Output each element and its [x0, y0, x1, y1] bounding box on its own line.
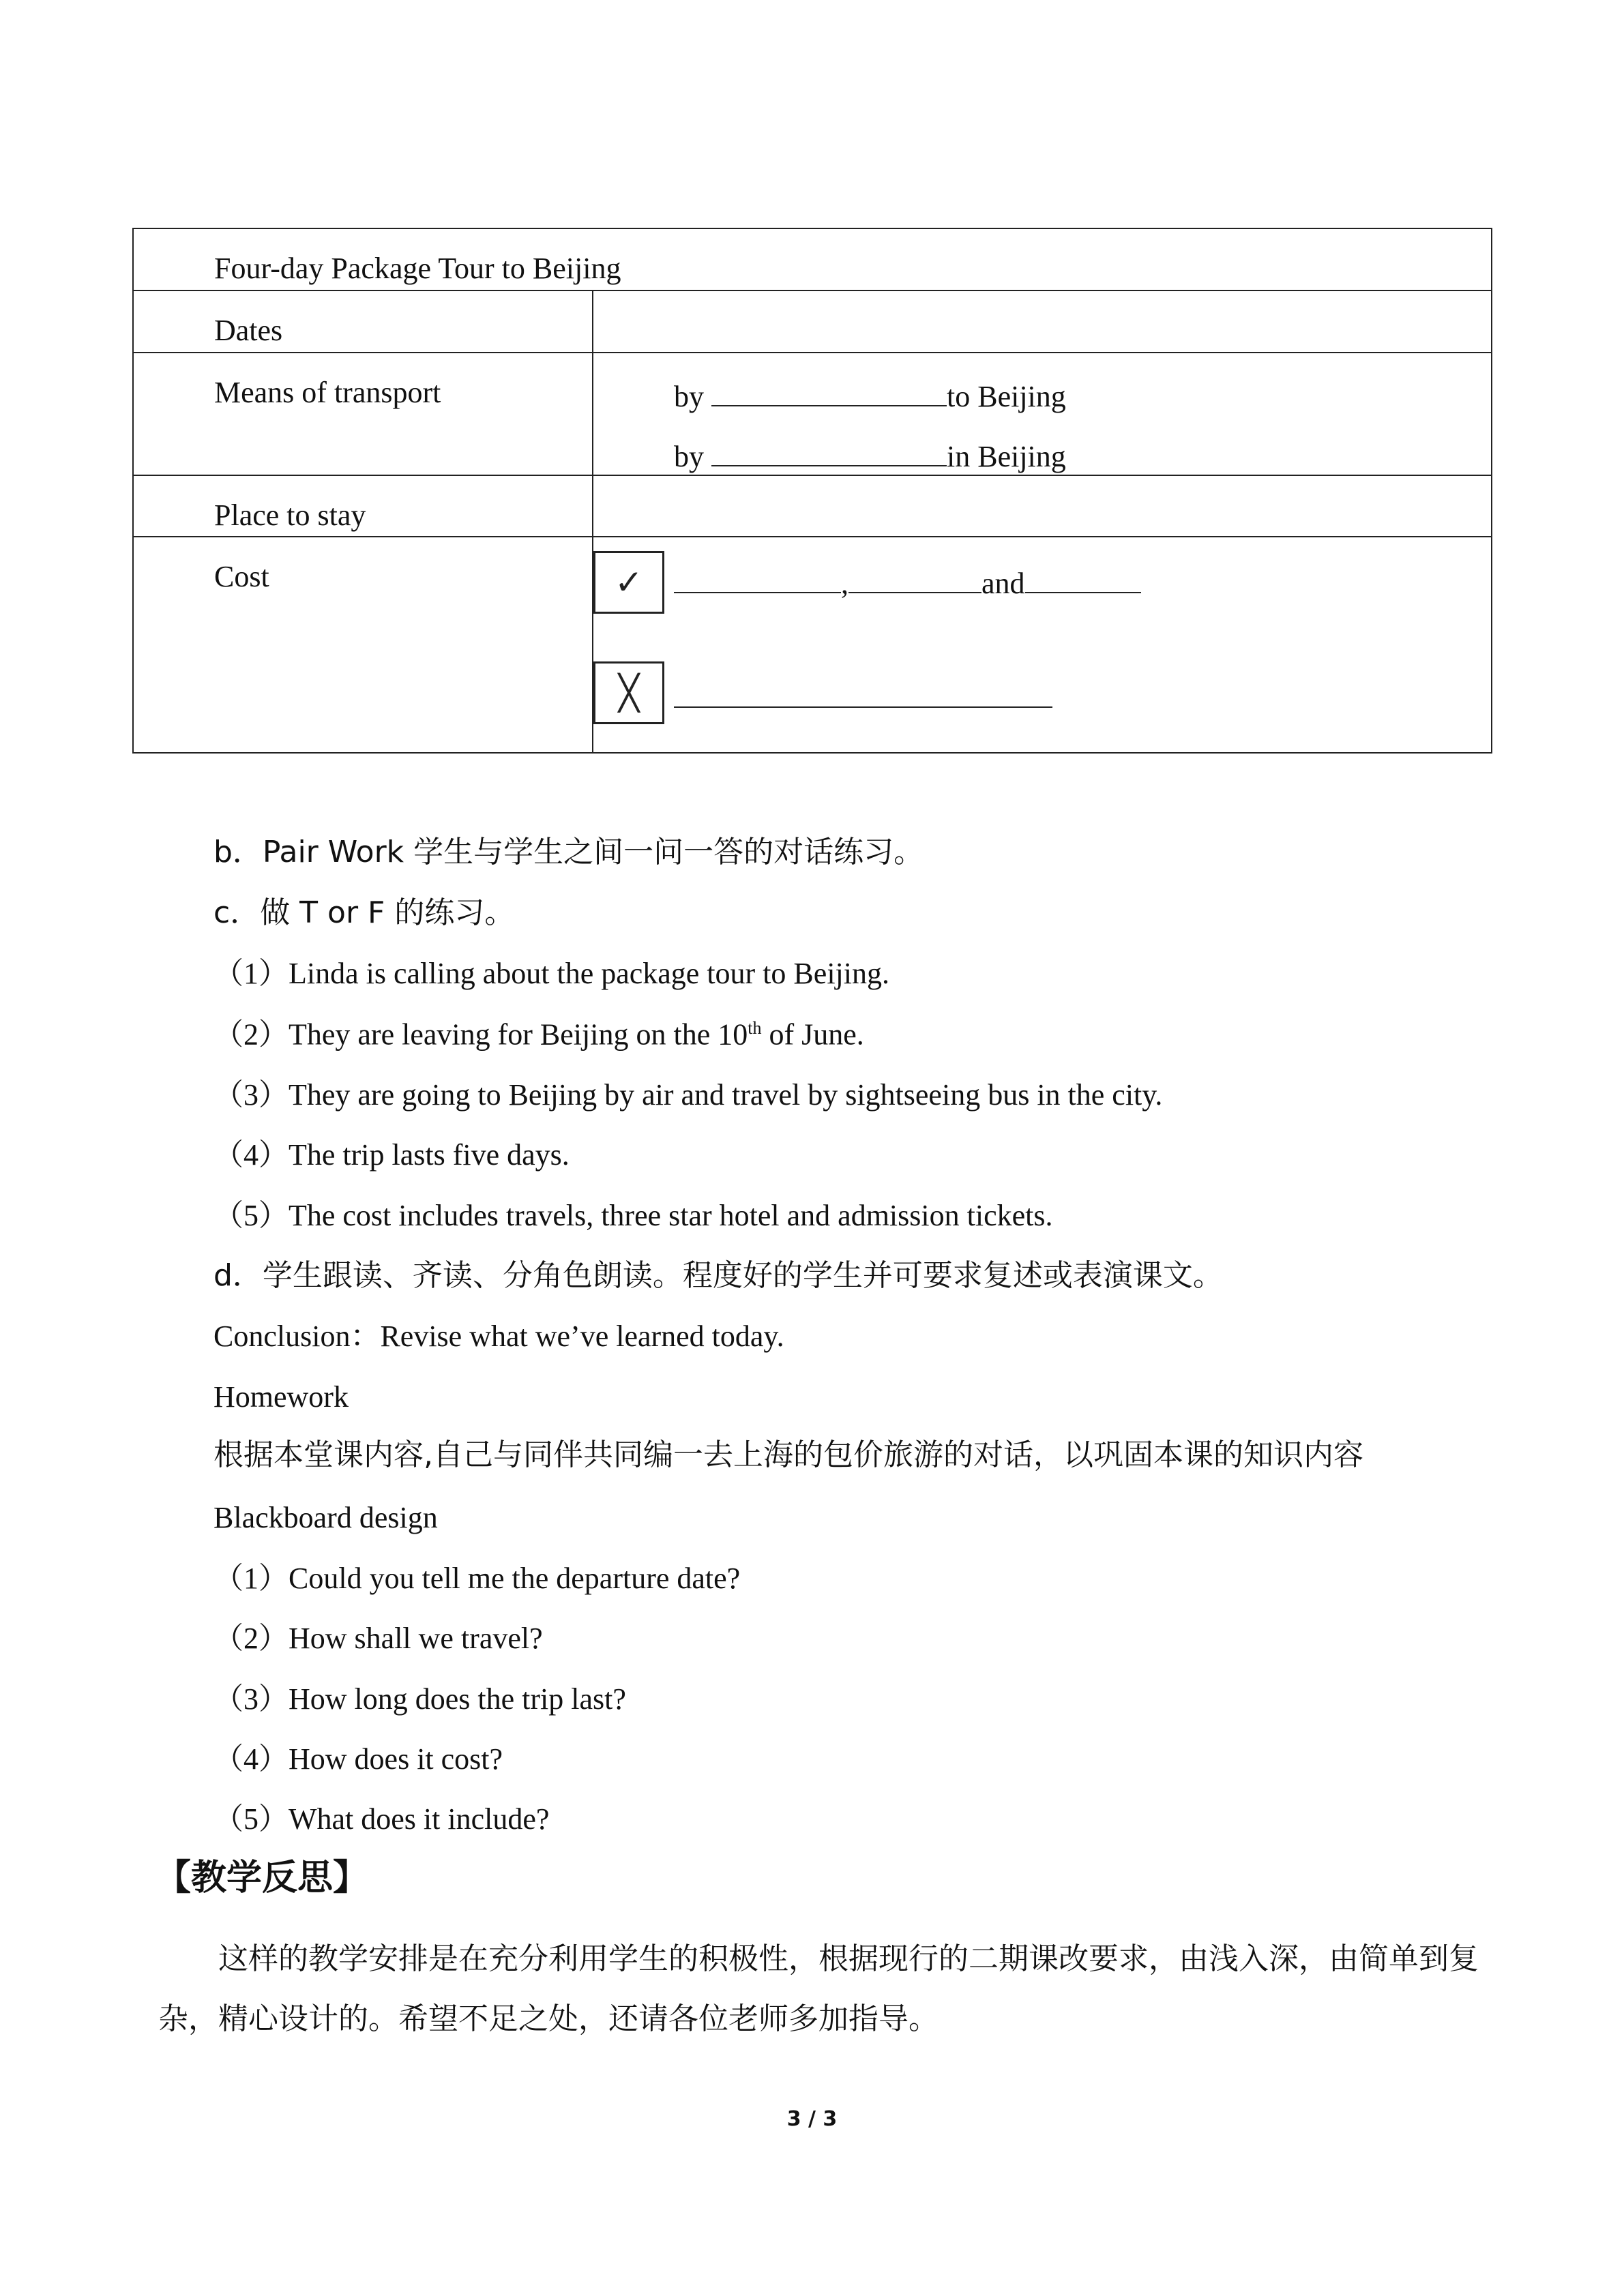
included-comma: , — [841, 567, 848, 600]
means-line-in-beijing — [674, 438, 1066, 472]
means-value-cell — [593, 353, 1492, 475]
dates-label: Dates — [214, 314, 283, 347]
reflection-heading: 【教学反思】 — [156, 1858, 369, 1898]
step-b: b．Pair Work 学生与学生之间一问一答的对话练习。 — [213, 835, 924, 869]
step-c: c．做 T or F 的练习。 — [213, 895, 515, 930]
blackboard-item-3: （3）How long does the trip last? — [213, 1682, 626, 1716]
blackboard-title: Blackboard design — [213, 1501, 438, 1534]
conclusion: Conclusion：Revise what we’ve learned today. — [213, 1320, 784, 1353]
table-title: Four-day Package Tour to Beijing — [214, 252, 621, 285]
excluded-line — [674, 679, 1052, 713]
tf-item-5: （5）The cost includes travels, three star hotel and admission tickets. — [213, 1199, 1053, 1232]
cost-label: Cost — [214, 560, 269, 593]
cost-value-cell — [593, 537, 1492, 753]
blank-transport-to — [711, 378, 947, 406]
blank-included-1 — [674, 565, 841, 593]
place-label: Place to stay — [214, 498, 366, 532]
means-by-2: by — [674, 440, 711, 473]
tf-item-2-sup: th — [748, 1018, 762, 1038]
means-label-cell — [133, 353, 593, 475]
check-icon: ✓ — [593, 551, 664, 614]
means-to-beijing: to Beijing — [947, 380, 1066, 413]
tf-item-4: （4）The trip lasts five days. — [213, 1138, 570, 1172]
page-number: 3 / 3 — [786, 2107, 838, 2131]
homework-title: Homework — [213, 1380, 349, 1414]
homework-text: 根据本堂课内容,自己与同伴共同编一去上海的包价旅游的对话，以巩固本课的知识内容 — [213, 1437, 1363, 1472]
table-title-cell — [133, 228, 1492, 290]
package-tour-table — [132, 228, 1492, 754]
blank-included-3 — [1025, 565, 1141, 593]
place-value-cell — [593, 475, 1492, 537]
cross-icon: ╳ — [593, 661, 664, 724]
tf-item-2-text: （2）They are leaving for Beijing on the 10 — [213, 1017, 748, 1052]
included-line — [674, 565, 1141, 599]
blank-excluded — [674, 679, 1052, 708]
tf-item-1: （1）Linda is calling about the package tour to Beijing. — [213, 957, 889, 990]
means-label: Means of transport — [214, 376, 441, 409]
tf-item-2 — [213, 1019, 864, 1050]
blackboard-item-2: （2）How shall we travel? — [213, 1622, 543, 1655]
dates-value-cell — [593, 290, 1492, 353]
blackboard-item-1: （1）Could you tell me the departure date? — [213, 1562, 741, 1595]
blackboard-item-4: （4）How does it cost? — [213, 1742, 503, 1776]
place-label-cell — [133, 475, 593, 537]
tf-item-3: （3）They are going to Beijing by air and travel by sightseeing bus in the city. — [213, 1078, 1163, 1112]
blackboard-item-5: （5）What does it include? — [213, 1802, 550, 1836]
means-in-beijing: in Beijing — [947, 440, 1066, 473]
tf-item-2-end: of June. — [761, 1017, 864, 1052]
cost-label-cell — [133, 537, 593, 753]
means-line-to-beijing — [674, 378, 1066, 412]
included-and: and — [981, 567, 1025, 600]
blank-included-2 — [848, 565, 981, 593]
step-d: d．学生跟读、齐读、分角色朗读。程度好的学生并可要求复述或表演课文。 — [213, 1258, 1223, 1293]
blank-transport-in — [711, 438, 947, 466]
dates-label-cell — [133, 290, 593, 353]
means-by-1: by — [674, 380, 711, 413]
reflection-text: 这样的教学安排是在充分利用学生的积极性，根据现行的二期课改要求，由浅入深，由简单到复杂，精心设计的。希望不足之处，还请各位老师多加指导。 — [158, 1941, 1479, 2036]
